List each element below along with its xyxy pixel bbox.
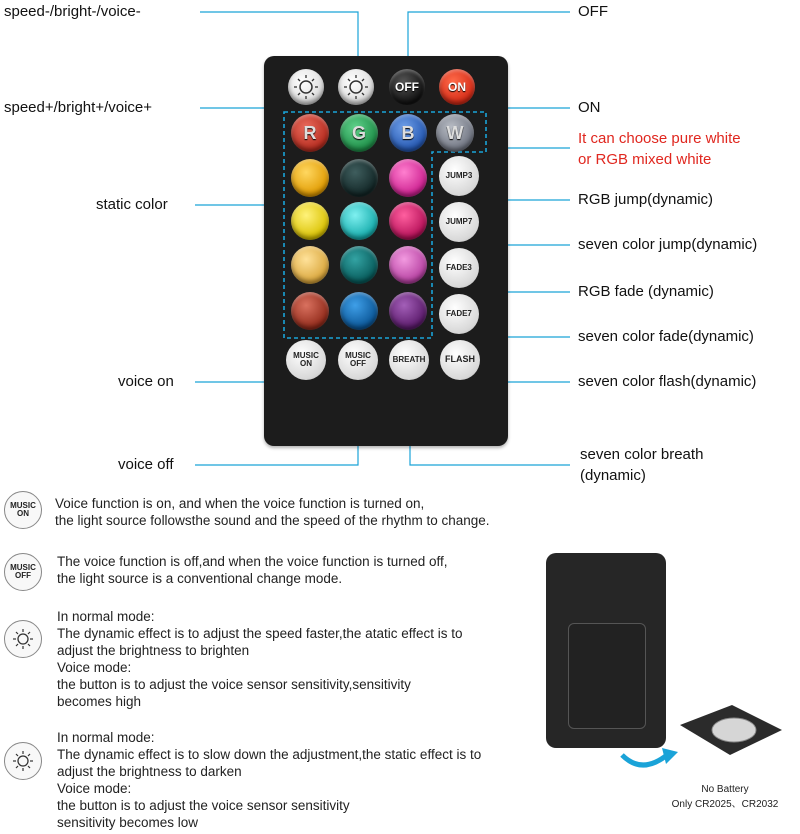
flash-button[interactable]: FLASH (440, 340, 480, 380)
label-seven-breath-1: seven color breath (580, 446, 704, 463)
battery-line2: Only CR2025、CR2032 (671, 799, 779, 810)
speed-minus-button[interactable] (338, 69, 374, 105)
minus-desc-line6: sensitivity becomes low (57, 815, 199, 830)
label-static-color: static color (96, 196, 168, 213)
minus-desc-line5: the button is to adjust the voice sensor sensitivity (57, 798, 350, 813)
label-seven-fade: seven color fade(dynamic) (578, 328, 754, 345)
label-off: OFF (578, 3, 608, 20)
color-button-violet[interactable] (389, 246, 427, 284)
jump7-button[interactable]: JUMP7 (439, 202, 479, 242)
color-button-orange-yellow[interactable] (291, 159, 329, 197)
music-off-button[interactable] (338, 340, 378, 380)
label-on: ON (578, 99, 601, 116)
music-on-desc-line1: Voice function is on, and when the voice function is turned on, (55, 496, 425, 511)
color-button-cyan[interactable] (340, 202, 378, 240)
remote-control (264, 56, 508, 446)
music-on-button[interactable] (286, 340, 326, 380)
fade7-button[interactable]: FADE7 (439, 294, 479, 334)
sun-icon (8, 624, 38, 654)
sun-icon (288, 69, 324, 105)
label-rgb-fade: RGB fade (dynamic) (578, 283, 714, 300)
music-on-line2: ON (300, 359, 312, 368)
battery-caption (650, 784, 800, 810)
label-speed-plus: speed+/bright+/voice+ (4, 99, 153, 116)
music-off-line2: OFF (350, 359, 366, 368)
plus-desc-line3: adjust the brightness to brighten (57, 643, 250, 658)
music-on-badge-line2: ON (17, 509, 29, 518)
minus-desc-line4: Voice mode: (57, 781, 132, 796)
music-on-description (55, 495, 490, 529)
music-off-description (57, 553, 448, 587)
color-button-brown[interactable] (291, 292, 329, 330)
label-seven-flash: seven color flash(dynamic) (578, 373, 757, 390)
color-button-sky-blue[interactable] (340, 292, 378, 330)
color-button-yellow[interactable] (291, 202, 329, 240)
label-voice-off: voice off (118, 456, 174, 473)
label-seven-jump: seven color jump(dynamic) (578, 236, 758, 253)
bright-plus-badge (4, 620, 42, 658)
on-button[interactable]: ON (439, 69, 475, 105)
music-on-desc-line2: the light source followsthe sound and the speed of the rhythm to change. (55, 513, 490, 528)
music-on-badge-line1: MUSIC (10, 500, 36, 510)
sun-icon (8, 746, 38, 776)
plus-desc-line5: the button is to adjust the voice sensor sensitivity,sensitivity (57, 677, 411, 692)
speed-plus-button[interactable] (288, 69, 324, 105)
label-seven-breath-2: (dynamic) (580, 467, 646, 484)
bright-plus-description (57, 608, 462, 710)
bright-minus-badge (4, 742, 42, 780)
plus-desc-line1: In normal mode: (57, 609, 155, 624)
music-off-desc-line2: the light source is a conventional change mode. (57, 571, 343, 586)
red-button[interactable]: R (291, 114, 329, 152)
label-speed-minus: speed-/bright-/voice- (4, 3, 141, 20)
jump3-button[interactable]: JUMP3 (439, 156, 479, 196)
fade3-button[interactable]: FADE3 (439, 248, 479, 288)
plus-desc-line2: The dynamic effect is to adjust the speed faster,the atatic effect is to (57, 626, 463, 641)
battery-line1: No Battery (701, 784, 749, 795)
music-off-desc-line1: The voice function is off,and when the voice function is turned off, (57, 554, 448, 569)
color-button-light-yellow[interactable] (291, 246, 329, 284)
blue-button[interactable]: B (389, 114, 427, 152)
minus-desc-line2: The dynamic effect is to slow down the adjustment,the static effect is to (57, 747, 482, 762)
color-button-teal[interactable] (340, 246, 378, 284)
green-button[interactable]: G (340, 114, 378, 152)
minus-desc-line3: adjust the brightness to darken (57, 764, 242, 779)
music-off-badge-line1: MUSIC (10, 562, 36, 572)
plus-desc-line6: becomes high (57, 694, 142, 709)
sun-icon (338, 69, 374, 105)
color-button-purple[interactable] (389, 292, 427, 330)
white-button[interactable]: W (436, 114, 474, 152)
music-off-line1: MUSIC (345, 350, 371, 360)
label-rgb-jump: RGB jump(dynamic) (578, 191, 714, 208)
minus-desc-line1: In normal mode: (57, 730, 155, 745)
color-button-pink[interactable] (389, 159, 427, 197)
music-on-badge (4, 491, 42, 529)
label-white-note-2: or RGB mixed white (578, 151, 712, 168)
music-off-badge-line2: OFF (15, 571, 31, 580)
breath-button[interactable]: BREATH (389, 340, 429, 380)
plus-desc-line4: Voice mode: (57, 660, 132, 675)
music-on-line1: MUSIC (293, 350, 319, 360)
music-off-badge (4, 553, 42, 591)
bright-minus-description (57, 729, 481, 831)
label-voice-on: voice on (118, 373, 174, 390)
label-white-note-1: It can choose pure white (578, 130, 741, 147)
color-button-magenta[interactable] (389, 202, 427, 240)
off-button[interactable]: OFF (389, 69, 425, 105)
color-button-dark-teal[interactable] (340, 159, 378, 197)
battery-illustration (612, 700, 792, 780)
